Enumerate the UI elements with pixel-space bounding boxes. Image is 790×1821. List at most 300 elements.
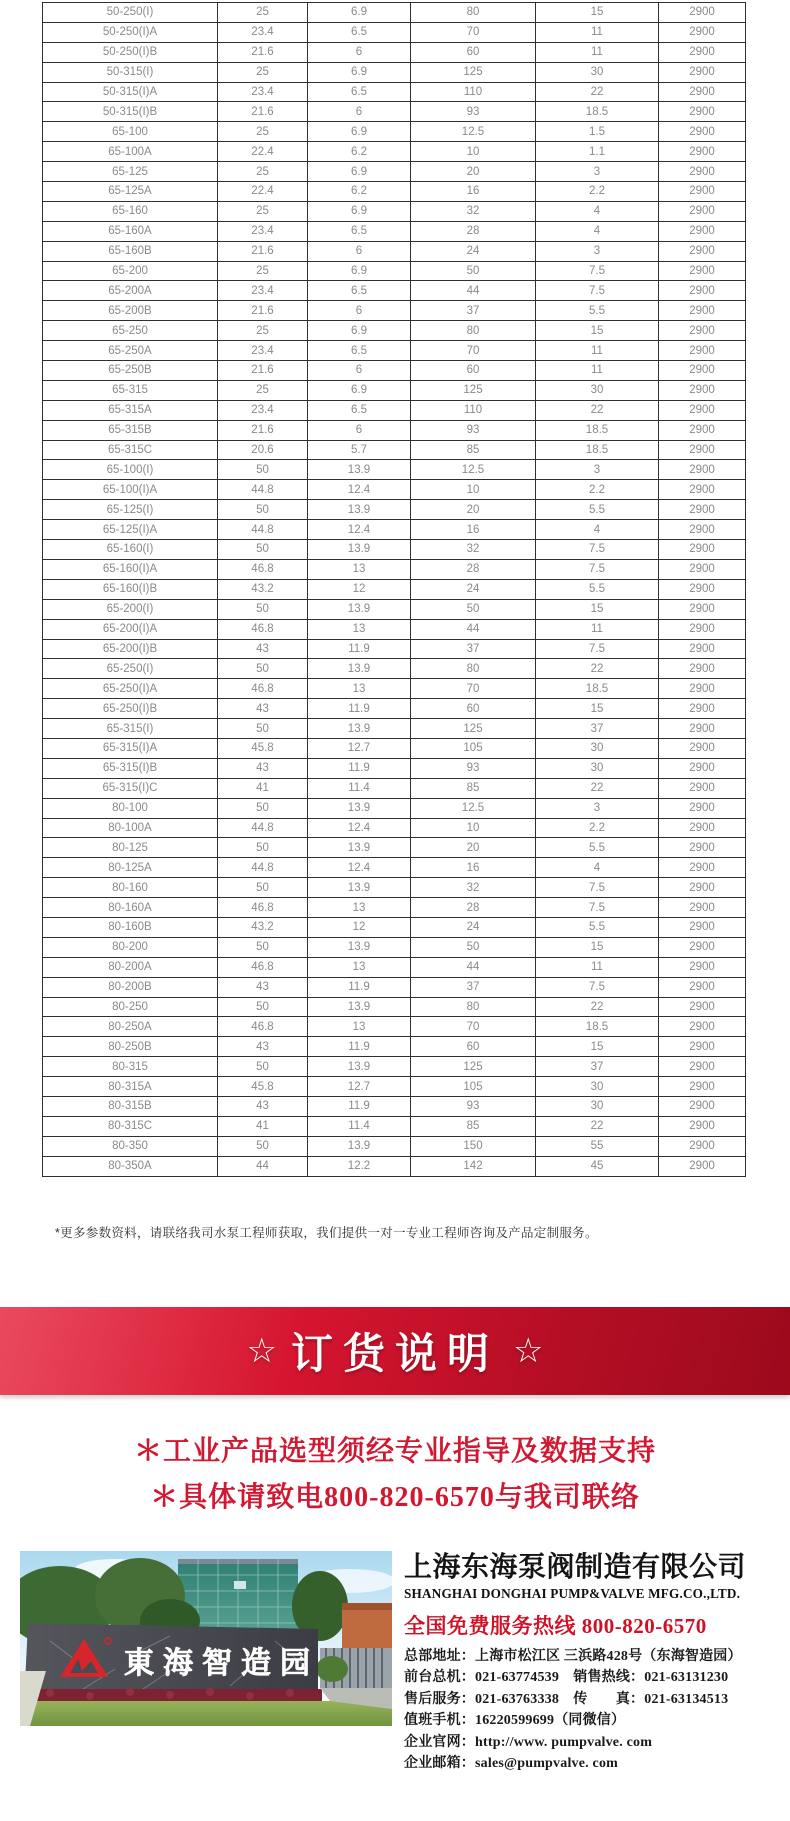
- table-cell: 2900: [659, 400, 746, 420]
- table-row: [43, 281, 746, 301]
- table-cell: 2900: [659, 162, 746, 182]
- table-cell: 28: [411, 898, 536, 918]
- table-cell: 12.4: [308, 520, 411, 540]
- table-cell: 50: [218, 540, 308, 560]
- table-cell: 2900: [659, 301, 746, 321]
- gate-fence: [316, 1648, 392, 1688]
- table-row: [43, 1156, 746, 1176]
- table-row: [43, 520, 746, 540]
- table-cell: 15: [536, 321, 659, 341]
- table-cell: 65-200A: [43, 281, 218, 301]
- table-cell: 110: [411, 400, 536, 420]
- sign-text: 東海智造园: [124, 1645, 319, 1681]
- table-cell: 24: [411, 917, 536, 937]
- table-cell: 65-100A: [43, 142, 218, 162]
- table-cell: 2900: [659, 818, 746, 838]
- table-cell: 80-160A: [43, 898, 218, 918]
- table-cell: 80: [411, 3, 536, 23]
- table-cell: 23.4: [218, 281, 308, 301]
- table-cell: 2900: [659, 937, 746, 957]
- table-cell: 44.8: [218, 858, 308, 878]
- table-cell: 60: [411, 361, 536, 381]
- hotline-label: 全国免费服务热线: [404, 1613, 576, 1638]
- table-row: [43, 341, 746, 361]
- contact-line: 企业邮箱：sales@pumpvalve. com: [404, 1756, 619, 1772]
- table-row: [43, 400, 746, 420]
- table-cell: 6.5: [308, 281, 411, 301]
- table-cell: 11: [536, 361, 659, 381]
- table-cell: 24: [411, 579, 536, 599]
- table-cell: 50-315(I): [43, 62, 218, 82]
- table-row: [43, 738, 746, 758]
- table-cell: 21.6: [218, 241, 308, 261]
- table-cell: 13.9: [308, 878, 411, 898]
- table-cell: 13.9: [308, 997, 411, 1017]
- table-cell: 11.4: [308, 1116, 411, 1136]
- table-cell: 6.9: [308, 380, 411, 400]
- table-cell: 11.9: [308, 977, 411, 997]
- table-cell: 44: [411, 281, 536, 301]
- table-cell: 18.5: [536, 1017, 659, 1037]
- table-cell: 85: [411, 778, 536, 798]
- table-cell: 80-250B: [43, 1037, 218, 1057]
- table-cell: 3: [536, 241, 659, 261]
- table-cell: 2900: [659, 1077, 746, 1097]
- table-cell: 60: [411, 699, 536, 719]
- table-cell: 2900: [659, 599, 746, 619]
- table-row: [43, 977, 746, 997]
- table-cell: 43: [218, 699, 308, 719]
- table-cell: 105: [411, 738, 536, 758]
- table-cell: 2900: [659, 540, 746, 560]
- table-cell: 2900: [659, 42, 746, 62]
- table-cell: 13: [308, 559, 411, 579]
- table-cell: 50: [218, 599, 308, 619]
- company-name-cn: 上海东海泵阀制造有限公司: [404, 1550, 747, 1582]
- table-cell: 7.5: [536, 898, 659, 918]
- contact-line: 总部地址：上海市松江区 三浜路428号（东海智造园）: [404, 1648, 742, 1664]
- table-cell: 12.4: [308, 858, 411, 878]
- table-cell: 65-160: [43, 201, 218, 221]
- table-cell: 65-315B: [43, 420, 218, 440]
- table-row: [43, 142, 746, 162]
- table-cell: 23.4: [218, 22, 308, 42]
- table-cell: 21.6: [218, 361, 308, 381]
- star-icon: ☆: [246, 1331, 277, 1370]
- table-cell: 6: [308, 241, 411, 261]
- table-cell: 43.2: [218, 917, 308, 937]
- table-cell: 11: [536, 341, 659, 361]
- table-cell: 25: [218, 201, 308, 221]
- table-cell: 50: [218, 997, 308, 1017]
- table-cell: 50: [411, 937, 536, 957]
- table-row: [43, 361, 746, 381]
- table-cell: 93: [411, 758, 536, 778]
- table-cell: 4: [536, 858, 659, 878]
- table-row: [43, 1077, 746, 1097]
- table-cell: 2900: [659, 261, 746, 281]
- table-cell: 13.9: [308, 500, 411, 520]
- table-cell: 80-100A: [43, 818, 218, 838]
- table-cell: 25: [218, 3, 308, 23]
- table-cell: 46.8: [218, 957, 308, 977]
- table-cell: 2900: [659, 639, 746, 659]
- table-cell: 30: [536, 1077, 659, 1097]
- table-row: [43, 1136, 746, 1156]
- table-cell: 12.5: [411, 460, 536, 480]
- table-cell: 13: [308, 957, 411, 977]
- hotline-number: 800-820-6570: [581, 1613, 707, 1638]
- table-row: [43, 719, 746, 739]
- table-cell: 80: [411, 997, 536, 1017]
- table-row: [43, 241, 746, 261]
- table-row: [43, 460, 746, 480]
- table-cell: 7.5: [536, 281, 659, 301]
- table-cell: 2900: [659, 758, 746, 778]
- table-cell: 125: [411, 62, 536, 82]
- table-cell: 80-315: [43, 1057, 218, 1077]
- table-cell: 7.5: [536, 977, 659, 997]
- table-cell: 93: [411, 102, 536, 122]
- table-row: [43, 679, 746, 699]
- table-cell: 25: [218, 162, 308, 182]
- table-cell: 12: [308, 917, 411, 937]
- table-cell: 70: [411, 341, 536, 361]
- table-cell: 11: [536, 957, 659, 977]
- table-cell: 13.9: [308, 540, 411, 560]
- table-cell: 46.8: [218, 1017, 308, 1037]
- table-cell: 18.5: [536, 420, 659, 440]
- table-cell: 6.2: [308, 182, 411, 202]
- table-cell: 13.9: [308, 1057, 411, 1077]
- table-cell: 50: [218, 719, 308, 739]
- table-cell: 25: [218, 261, 308, 281]
- table-cell: 18.5: [536, 102, 659, 122]
- table-cell: 43.2: [218, 579, 308, 599]
- table-cell: 80: [411, 659, 536, 679]
- table-cell: 4: [536, 221, 659, 241]
- table-cell: 65-315(I)A: [43, 738, 218, 758]
- table-cell: 3: [536, 162, 659, 182]
- table-row: [43, 3, 746, 23]
- table-cell: 11.9: [308, 639, 411, 659]
- table-cell: 7.5: [536, 540, 659, 560]
- table-cell: 50: [218, 838, 308, 858]
- table-cell: 30: [536, 62, 659, 82]
- table-cell: 2900: [659, 182, 746, 202]
- table-cell: 22: [536, 997, 659, 1017]
- table-cell: 2900: [659, 500, 746, 520]
- table-cell: 2900: [659, 201, 746, 221]
- company-name-en: SHANGHAI DONGHAI PUMP&VALVE MFG.CO.,LTD.: [404, 1585, 741, 1601]
- table-cell: 110: [411, 82, 536, 102]
- table-cell: 2.2: [536, 818, 659, 838]
- table-cell: 5.5: [536, 301, 659, 321]
- table-cell: 5.7: [308, 440, 411, 460]
- table-cell: 6: [308, 361, 411, 381]
- contact-lines: [404, 1646, 782, 1775]
- table-cell: 10: [411, 480, 536, 500]
- table-cell: 7.5: [536, 261, 659, 281]
- table-cell: 5.5: [536, 500, 659, 520]
- table-cell: 6.5: [308, 221, 411, 241]
- table-row: [43, 559, 746, 579]
- table-row: [43, 500, 746, 520]
- table-cell: 37: [536, 1057, 659, 1077]
- table-cell: 80-250: [43, 997, 218, 1017]
- table-row: [43, 1037, 746, 1057]
- table-cell: 50: [218, 1057, 308, 1077]
- table-cell: 2900: [659, 142, 746, 162]
- table-cell: 93: [411, 420, 536, 440]
- spec-table-body: [43, 3, 746, 1177]
- table-cell: 60: [411, 1037, 536, 1057]
- table-cell: 7.5: [536, 639, 659, 659]
- table-cell: 32: [411, 540, 536, 560]
- table-row: [43, 758, 746, 778]
- table-cell: 2900: [659, 82, 746, 102]
- table-cell: 32: [411, 201, 536, 221]
- table-row: [43, 301, 746, 321]
- table-cell: 2900: [659, 440, 746, 460]
- table-row: [43, 798, 746, 818]
- table-cell: 65-160A: [43, 221, 218, 241]
- table-cell: 2900: [659, 719, 746, 739]
- table-row: [43, 82, 746, 102]
- table-cell: 12.2: [308, 1156, 411, 1176]
- table-row: [43, 102, 746, 122]
- table-row: [43, 917, 746, 937]
- table-cell: 16: [411, 858, 536, 878]
- table-cell: 2900: [659, 778, 746, 798]
- table-cell: 23.4: [218, 341, 308, 361]
- table-cell: 11.9: [308, 1096, 411, 1116]
- table-cell: 65-100: [43, 122, 218, 142]
- table-cell: 25: [218, 321, 308, 341]
- table-cell: 2900: [659, 102, 746, 122]
- table-cell: 65-100(I)A: [43, 480, 218, 500]
- table-cell: 12.4: [308, 818, 411, 838]
- table-cell: 30: [536, 1096, 659, 1116]
- company-info: [404, 1551, 782, 1775]
- table-cell: 28: [411, 559, 536, 579]
- table-cell: 80-315B: [43, 1096, 218, 1116]
- table-cell: 20.6: [218, 440, 308, 460]
- table-cell: 2900: [659, 1096, 746, 1116]
- table-cell: 22: [536, 400, 659, 420]
- table-row: [43, 937, 746, 957]
- table-cell: 80-125A: [43, 858, 218, 878]
- table-cell: 41: [218, 778, 308, 798]
- table-cell: 23.4: [218, 82, 308, 102]
- table-row: [43, 182, 746, 202]
- table-cell: 13.9: [308, 1136, 411, 1156]
- table-cell: 65-315: [43, 380, 218, 400]
- contact-line: 售后服务：021-63763338 传 真：021-63134513: [404, 1691, 729, 1707]
- table-cell: 6.5: [308, 341, 411, 361]
- table-row: [43, 480, 746, 500]
- table-cell: 46.8: [218, 679, 308, 699]
- table-cell: 50-250(I): [43, 3, 218, 23]
- table-cell: 25: [218, 62, 308, 82]
- table-row: [43, 42, 746, 62]
- table-row: [43, 540, 746, 560]
- table-cell: 50: [218, 1136, 308, 1156]
- table-cell: 50: [218, 460, 308, 480]
- table-row: [43, 619, 746, 639]
- table-cell: 44.8: [218, 520, 308, 540]
- table-cell: 2900: [659, 1057, 746, 1077]
- table-cell: 11.9: [308, 1037, 411, 1057]
- table-cell: 150: [411, 1136, 536, 1156]
- table-cell: 65-315(I)B: [43, 758, 218, 778]
- contact-line: 企业官网：http://www. pumpvalve. com: [404, 1734, 653, 1750]
- table-cell: 20: [411, 162, 536, 182]
- table-row: [43, 659, 746, 679]
- table-cell: 2900: [659, 3, 746, 23]
- table-cell: 22: [536, 82, 659, 102]
- table-cell: 15: [536, 699, 659, 719]
- table-cell: 46.8: [218, 559, 308, 579]
- table-row: [43, 62, 746, 82]
- table-cell: 125: [411, 380, 536, 400]
- notice-block: [0, 1429, 790, 1521]
- table-cell: 16: [411, 182, 536, 202]
- table-cell: 2.2: [536, 480, 659, 500]
- table-cell: 6.9: [308, 162, 411, 182]
- spec-table: [42, 2, 746, 1177]
- table-cell: 80-160: [43, 878, 218, 898]
- table-cell: 80-200A: [43, 957, 218, 977]
- table-cell: 37: [411, 977, 536, 997]
- table-cell: 80-125: [43, 838, 218, 858]
- table-cell: 6: [308, 301, 411, 321]
- table-cell: 37: [536, 719, 659, 739]
- table-cell: 2.2: [536, 182, 659, 202]
- table-cell: 2900: [659, 838, 746, 858]
- table-cell: 6.5: [308, 400, 411, 420]
- table-cell: 15: [536, 3, 659, 23]
- table-row: [43, 221, 746, 241]
- table-cell: 6.2: [308, 142, 411, 162]
- table-cell: 2900: [659, 559, 746, 579]
- table-cell: 80-350: [43, 1136, 218, 1156]
- table-row: [43, 858, 746, 878]
- table-cell: 25: [218, 122, 308, 142]
- table-cell: 50: [218, 798, 308, 818]
- table-row: [43, 1096, 746, 1116]
- table-cell: 4: [536, 520, 659, 540]
- table-cell: 50: [411, 261, 536, 281]
- table-cell: 6.9: [308, 261, 411, 281]
- notice-line-1: ＊工业产品选型须经专业指导及数据支持: [133, 1435, 656, 1467]
- table-cell: 65-315(I)C: [43, 778, 218, 798]
- table-cell: 55: [536, 1136, 659, 1156]
- table-row: [43, 997, 746, 1017]
- table-cell: 41: [218, 1116, 308, 1136]
- table-cell: 12.7: [308, 738, 411, 758]
- table-cell: 2900: [659, 917, 746, 937]
- table-cell: 2900: [659, 957, 746, 977]
- table-cell: 50-250(I)A: [43, 22, 218, 42]
- table-cell: 2900: [659, 659, 746, 679]
- table-cell: 93: [411, 1096, 536, 1116]
- table-cell: 125: [411, 1057, 536, 1077]
- table-cell: 13.9: [308, 599, 411, 619]
- table-cell: 12.7: [308, 1077, 411, 1097]
- table-cell: 65-315C: [43, 440, 218, 460]
- note-text: *更多参数资料，请联络我司水泵工程师获取，我们提供一对一专业工程师咨询及产品定制服务。: [55, 1225, 598, 1240]
- table-cell: 2900: [659, 898, 746, 918]
- table-cell: 85: [411, 1116, 536, 1136]
- table-cell: 50: [218, 659, 308, 679]
- table-cell: 45.8: [218, 1077, 308, 1097]
- contact-line: 前台总机：021-63774539 销售热线：021-63131230: [404, 1670, 729, 1686]
- star-icon: ☆: [513, 1331, 544, 1370]
- table-cell: 65-100(I): [43, 460, 218, 480]
- table-cell: 70: [411, 1017, 536, 1037]
- table-cell: 2900: [659, 341, 746, 361]
- table-cell: 23.4: [218, 221, 308, 241]
- table-cell: 80-350A: [43, 1156, 218, 1176]
- table-cell: 32: [411, 878, 536, 898]
- table-cell: 15: [536, 937, 659, 957]
- table-row: [43, 778, 746, 798]
- table-cell: 2900: [659, 579, 746, 599]
- table-cell: 2900: [659, 878, 746, 898]
- table-cell: 2900: [659, 977, 746, 997]
- table-cell: 6.9: [308, 321, 411, 341]
- table-row: [43, 1017, 746, 1037]
- table-row: [43, 122, 746, 142]
- table-cell: 21.6: [218, 420, 308, 440]
- table-row: [43, 838, 746, 858]
- table-cell: 6: [308, 420, 411, 440]
- contact-line: 值班手机：16220599699（同微信）: [404, 1713, 626, 1729]
- table-cell: 2900: [659, 699, 746, 719]
- table-cell: 65-250: [43, 321, 218, 341]
- table-cell: 1.5: [536, 122, 659, 142]
- table-cell: 2900: [659, 62, 746, 82]
- table-cell: 22: [536, 778, 659, 798]
- table-cell: 28: [411, 221, 536, 241]
- table-row: [43, 818, 746, 838]
- table-cell: 80-315A: [43, 1077, 218, 1097]
- table-cell: 2900: [659, 520, 746, 540]
- table-cell: 125: [411, 719, 536, 739]
- table-cell: 44: [218, 1156, 308, 1176]
- table-cell: 7.5: [536, 878, 659, 898]
- table-cell: 65-160B: [43, 241, 218, 261]
- table-cell: 65-250(I)B: [43, 699, 218, 719]
- table-cell: 6: [308, 42, 411, 62]
- table-cell: 20: [411, 838, 536, 858]
- table-cell: 2900: [659, 679, 746, 699]
- table-cell: 11: [536, 22, 659, 42]
- table-cell: 2900: [659, 738, 746, 758]
- table-row: [43, 261, 746, 281]
- table-cell: 16: [411, 520, 536, 540]
- table-cell: 10: [411, 818, 536, 838]
- table-cell: 3: [536, 798, 659, 818]
- table-cell: 13: [308, 679, 411, 699]
- table-cell: 85: [411, 440, 536, 460]
- table-cell: 3: [536, 460, 659, 480]
- table-cell: 5.5: [536, 838, 659, 858]
- table-cell: 21.6: [218, 102, 308, 122]
- table-row: [43, 579, 746, 599]
- table-cell: 11.4: [308, 778, 411, 798]
